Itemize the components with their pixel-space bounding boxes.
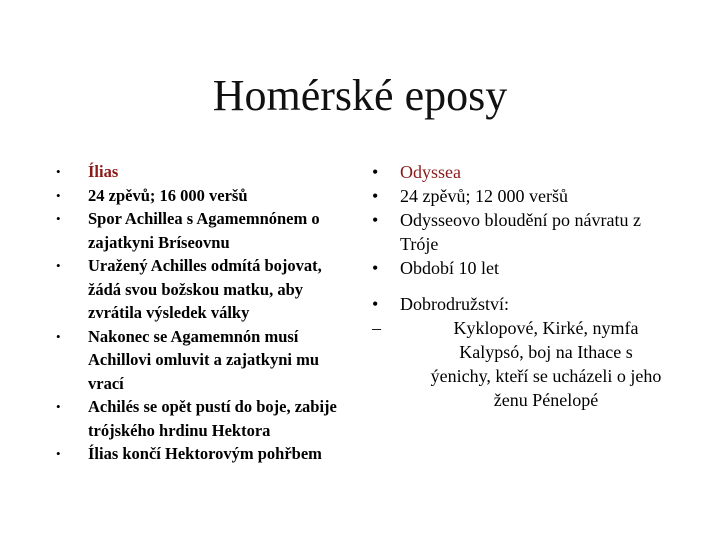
bullet: • [56,446,61,461]
list-item [56,160,356,184]
bullet: • [372,294,379,314]
bullet: • [56,187,61,203]
list-item: • Ílias končí Hektorovým pohřbem [56,442,356,466]
sub-list-item: – Kyklopové, Kirké, nymfa Kalypsó, boj na Ithace s ýenichy, kteří se ucházeli o jeho ženu Pénelopé [372,318,662,410]
odyssey-bullet-list [372,160,682,412]
iliad-bullet-list [56,160,356,466]
list-item: • Nakonec se Agamemnón musí Achillovi omluvit a zajatkyni mu vrací [56,326,320,393]
list-item: • Spor Achillea s Agamemnónem o zajatkyni Bríseovnu [56,209,320,252]
bullet: • [56,258,61,273]
list-item: • Období 10 let [372,258,499,278]
bullet: • [56,399,61,414]
iliad-heading: Ílias [88,162,119,181]
odyssey-heading: Odyssea [400,162,461,182]
list-item: • 24 zpěvů; 16 000 veršů [56,184,356,208]
bullet: • [372,186,379,206]
slide-title: Homérské eposy [212,71,508,120]
bullet: • [56,211,61,226]
list-item: • Achilés se opět pustí do boje, zabije trójského hrdinu Hektora [56,397,337,440]
list-item: • Odysseovo bloudění po návratu z Tróje [372,210,641,254]
dash-bullet: – [372,318,381,338]
bullet: • [372,162,379,182]
list-item: • Dobrodružství: [372,294,509,314]
bullet: • [372,258,379,278]
list-item: • 24 zpěvů; 12 000 veršů [372,186,568,206]
bullet: • [372,210,379,230]
bullet: • [56,328,61,344]
list-item [372,160,682,184]
list-item: • Uražený Achilles odmítá bojovat, žádá svou božskou matku, aby zvrátila výsledek války [56,256,322,322]
bullet: • [56,164,61,179]
